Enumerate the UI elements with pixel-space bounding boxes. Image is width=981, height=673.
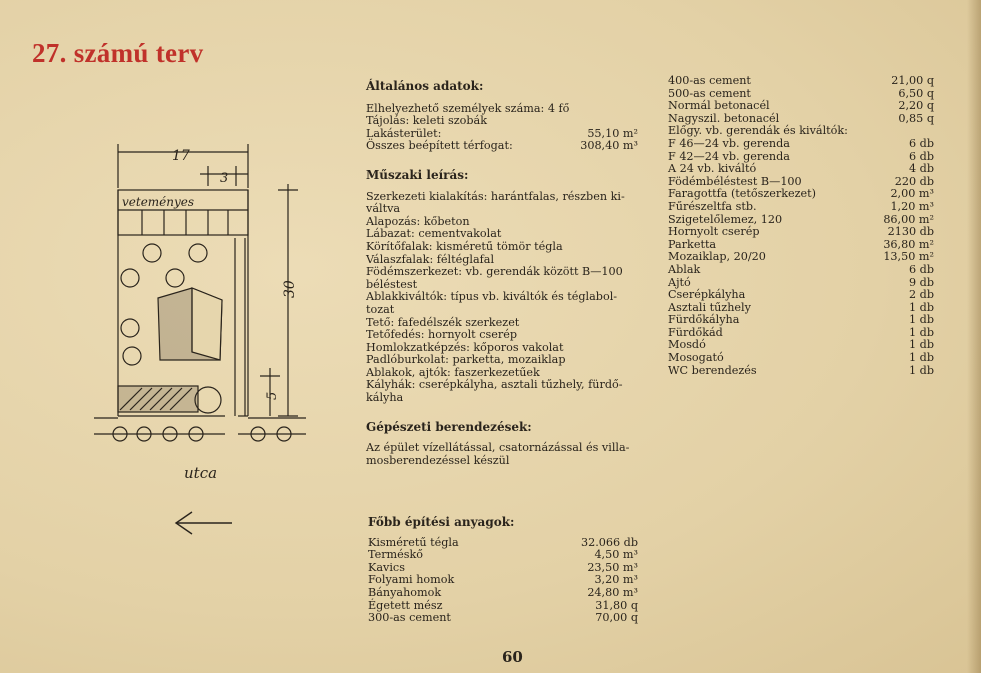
material-quantity: 36,80 m² — [883, 237, 934, 251]
mechanical-lines — [366, 442, 638, 467]
material-row — [668, 138, 934, 151]
material-quantity: 1 db — [909, 363, 934, 377]
text-line: Tetőfedés: hornyolt cserép — [366, 328, 517, 342]
material-quantity: 1,20 m³ — [890, 199, 934, 213]
material-row — [668, 100, 934, 113]
general-orientation: Tájolás: keleti szobák — [366, 114, 487, 128]
material-name: Fűrészeltfa stb. — [668, 199, 757, 213]
material-row — [668, 201, 934, 214]
material-name: F 42—24 vb. gerenda — [668, 149, 790, 163]
text-line: béléstest — [366, 277, 418, 291]
material-name: Cserépkályha — [668, 288, 746, 302]
site-plan-drawing — [80, 138, 320, 498]
text-line: Lábazat: cementvakolat — [366, 227, 502, 241]
material-row — [368, 587, 638, 600]
text-line: Homlokzatképzés: kőporos vakolat — [366, 340, 564, 354]
technical-heading: Műszaki leírás: — [366, 167, 469, 182]
material-row — [668, 251, 934, 264]
material-quantity: 2 db — [909, 288, 934, 302]
material-name: Ablak — [668, 262, 701, 276]
text-line: Födémszerkezet: vb. gerendák között B—100 — [366, 265, 623, 279]
material-quantity: 4 db — [909, 162, 934, 176]
material-name: 400-as cement — [668, 74, 751, 87]
material-name: Mosdó — [668, 338, 706, 352]
material-name: Ajtó — [668, 275, 691, 289]
material-quantity: 2,00 m³ — [890, 187, 934, 201]
material-name: Mosogató — [668, 351, 724, 365]
material-row — [668, 327, 934, 340]
text-line: Szerkezeti kialakítás: harántfalas, részben ki- — [366, 189, 625, 203]
material-name: Égetett mész — [368, 598, 443, 612]
material-quantity: 31,80 q — [595, 598, 638, 612]
text-line: Körítőfalak: kisméretű tömör tégla — [366, 239, 563, 253]
material-quantity: 1 db — [909, 313, 934, 327]
material-quantity: 1 db — [909, 351, 934, 365]
material-row — [668, 289, 934, 302]
material-quantity: 86,00 m² — [883, 212, 934, 226]
text-line: kályha — [366, 391, 404, 405]
materials-continued — [668, 75, 934, 377]
material-row — [668, 264, 934, 277]
material-name: Asztali tűzhely — [668, 300, 751, 314]
material-row — [668, 163, 934, 176]
material-name: Kavics — [368, 560, 405, 574]
material-row — [668, 226, 934, 239]
material-name: F 46—24 vb. gerenda — [668, 136, 790, 150]
material-name: Előgy. vb. gerendák és kiváltók: — [668, 124, 848, 138]
mechanical-heading: Gépészeti berendezések: — [366, 419, 532, 434]
street-label: utca — [184, 464, 218, 482]
text-line: Ablakkiváltók: típus vb. kiváltók és téglabol- — [366, 290, 618, 304]
general-persons: Elhelyezhető személyek száma: 4 fő — [366, 101, 570, 115]
material-quantity: 24,80 m³ — [587, 585, 638, 599]
material-name: Nagyszil. betonacél — [668, 111, 780, 125]
text-line: Alapozás: kőbeton — [366, 214, 470, 228]
page-number: 60 — [502, 648, 523, 666]
material-name: Födémbéléstest B—100 — [668, 174, 802, 188]
text-line: tozat — [366, 302, 395, 316]
general-section — [366, 80, 638, 467]
material-quantity: 6 db — [909, 262, 934, 276]
material-quantity: 4,50 m³ — [594, 548, 638, 562]
area-label: Lakásterület: — [366, 126, 442, 140]
material-quantity: 13,50 m² — [883, 250, 934, 264]
material-name: Normál betonacél — [668, 99, 770, 113]
material-quantity: 2,20 q — [898, 99, 934, 113]
material-name: Terméskő — [368, 548, 424, 562]
material-name: Bányahomok — [368, 585, 442, 599]
material-quantity: 6 db — [909, 136, 934, 150]
page-title: 27. számú terv — [32, 38, 204, 68]
material-name: Faragottfa (tetőszerkezet) — [668, 187, 817, 201]
left-arrow-icon — [172, 508, 234, 538]
material-quantity: 2130 db — [887, 225, 934, 239]
volume-value: 308,40 m³ — [580, 139, 638, 153]
material-quantity: 9 db — [909, 275, 934, 289]
material-name: Fürdőkád — [668, 325, 723, 339]
material-quantity: 21,00 q — [891, 74, 934, 87]
material-row — [368, 612, 638, 625]
text-line: Az épület vízellátással, csatornázással és villa- — [366, 441, 630, 455]
text-line: Ablakok, ajtók: faszerkezetűek — [366, 365, 540, 379]
material-quantity: 1 db — [909, 338, 934, 352]
materials-right-list — [668, 75, 934, 377]
material-name: Fürdőkályha — [668, 313, 740, 327]
dim-height-label: 30 — [282, 280, 298, 298]
page-edge-shadow — [967, 0, 981, 673]
material-quantity: 70,00 q — [595, 611, 638, 625]
material-name: 300-as cement — [368, 611, 451, 625]
area-value: 55,10 m² — [587, 126, 638, 140]
material-name: Folyami homok — [368, 573, 455, 587]
material-name: Parketta — [668, 237, 717, 251]
text-line: váltva — [366, 202, 401, 216]
materials-section — [368, 516, 638, 625]
material-quantity: 3,20 m³ — [594, 573, 638, 587]
material-quantity: 1 db — [909, 300, 934, 314]
materials-list — [368, 537, 638, 625]
text-line: Válaszfalak: féltéglafal — [366, 252, 495, 266]
material-quantity: 6,50 q — [898, 86, 934, 100]
material-name: A 24 vb. kiváltó — [668, 162, 757, 176]
material-quantity: 1 db — [909, 325, 934, 339]
material-name: WC berendezés — [668, 363, 757, 377]
dim-width-label: 17 — [172, 148, 190, 164]
material-name: Kisméretű tégla — [368, 535, 459, 549]
garden-label: veteményes — [122, 195, 195, 209]
technical-lines — [366, 191, 638, 405]
material-quantity: 32.066 db — [580, 535, 638, 549]
material-quantity: 6 db — [909, 149, 934, 163]
material-name: Hornyolt cserép — [668, 225, 760, 239]
material-row — [668, 314, 934, 327]
material-quantity: 220 db — [894, 174, 934, 188]
material-name: 500-as cement — [668, 86, 751, 100]
volume-label: Összes beépített térfogat: — [366, 139, 513, 153]
material-name: Mozaiklap, 20/20 — [668, 250, 766, 264]
material-quantity: 0,85 q — [898, 111, 934, 125]
material-row — [668, 75, 934, 88]
text-line: Padlóburkolat: parketta, mozaiklap — [366, 353, 566, 367]
material-row — [368, 549, 638, 562]
materials-heading: Főbb építési anyagok: — [368, 515, 515, 529]
general-heading: Általános adatok: — [366, 79, 484, 93]
text-line: mosberendezéssel készül — [366, 453, 510, 467]
text-line: Kályhák: cserépkályha, asztali tűzhely, fürdő- — [366, 378, 623, 392]
text-line: Tető: fafedélszék szerkezet — [366, 315, 520, 329]
material-name: Szigetelőlemez, 120 — [668, 212, 783, 226]
material-row — [668, 365, 934, 378]
dim-small-label: 3 — [220, 171, 229, 186]
material-row — [668, 352, 934, 365]
material-quantity: 23,50 m³ — [587, 560, 638, 574]
dim-side-label: 5 — [265, 391, 280, 400]
